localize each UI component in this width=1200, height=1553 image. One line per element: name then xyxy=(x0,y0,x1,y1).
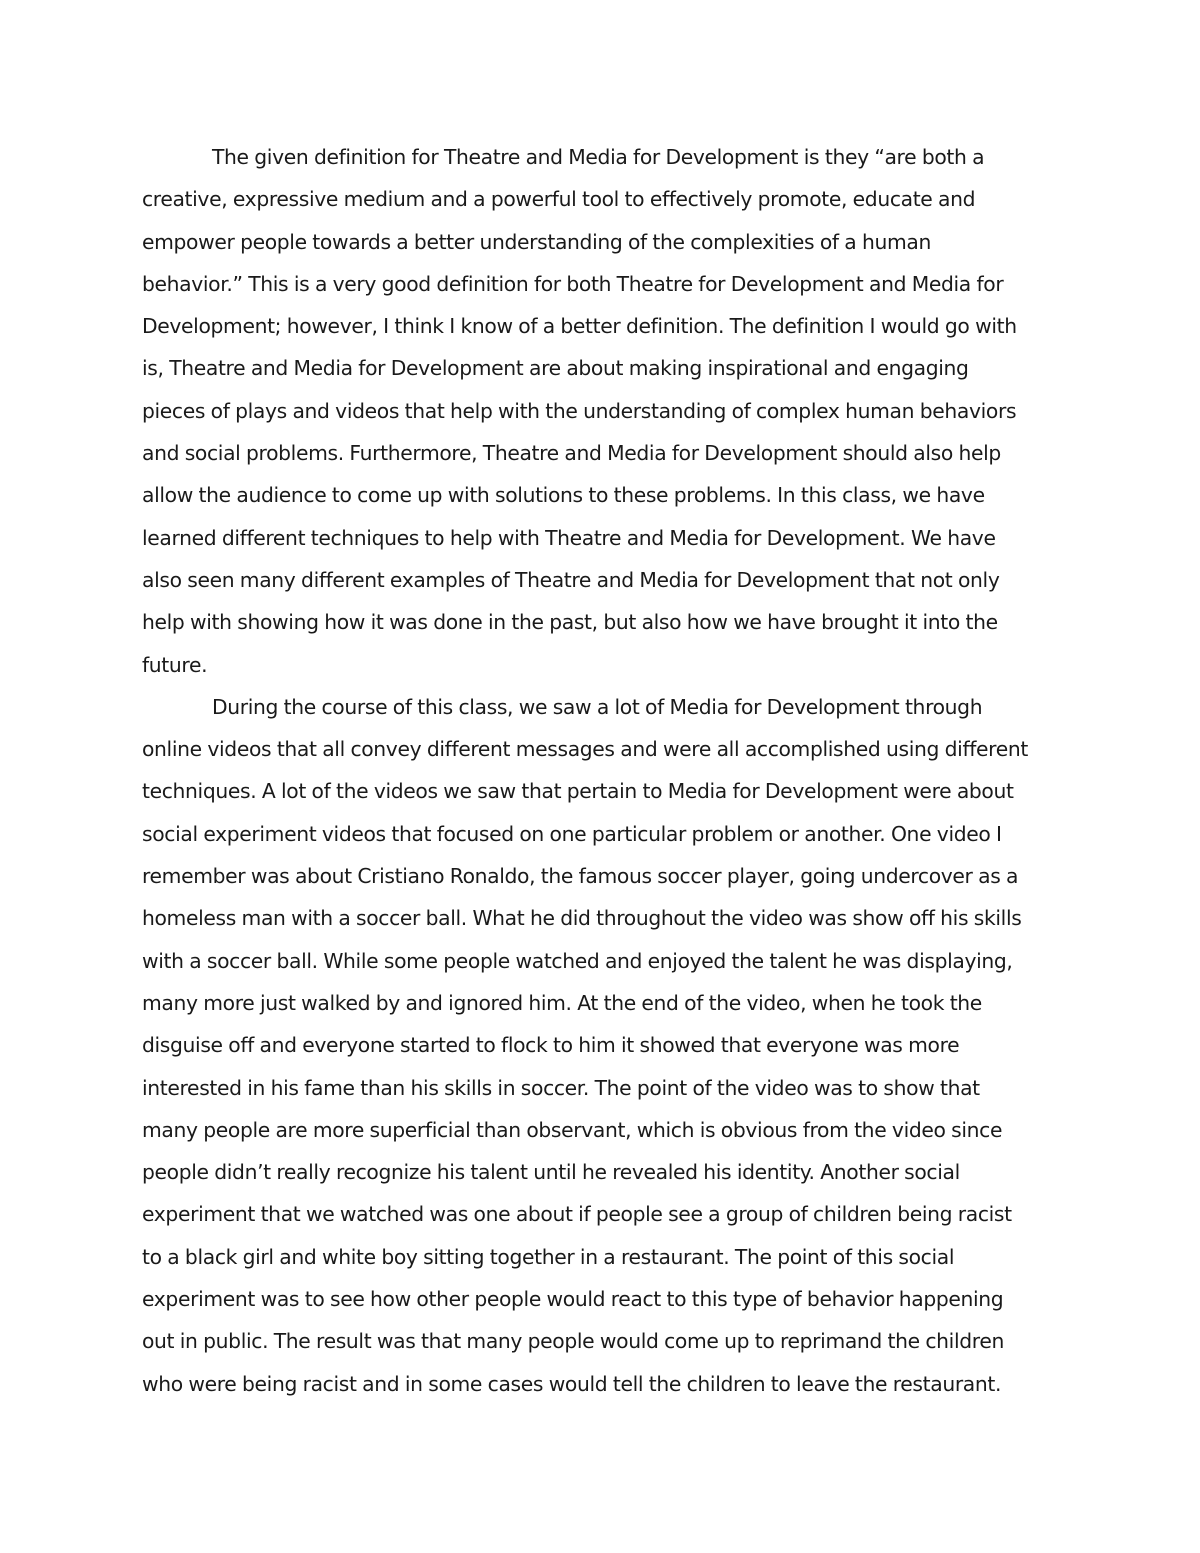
text-line: pieces of plays and videos that help with the understanding of complex human behaviors xyxy=(142,398,1017,423)
text-line: creative, expressive medium and a powerful tool to effectively promote, educate and xyxy=(142,187,976,212)
paragraph xyxy=(142,686,1062,1405)
text-line: homeless man with a soccer ball. What he did throughout the video was show off his skills xyxy=(142,906,1022,931)
text-line: many people are more superficial than observant, which is obvious from the video since xyxy=(142,1117,1003,1142)
paragraph xyxy=(142,136,1062,686)
text-line: future. xyxy=(142,652,208,677)
text-line: social experiment videos that focused on one particular problem or another. One video I xyxy=(142,821,1002,846)
text-line: Development; however, I think I know of a better definition. The definition I would go with xyxy=(142,314,1017,339)
text-line: and social problems. Furthermore, Theatre and Media for Development should also help xyxy=(142,441,1001,466)
text-line: with a soccer ball. While some people watched and enjoyed the talent he was displaying, xyxy=(142,948,1013,973)
text-line: to a black girl and white boy sitting together in a restaurant. The point of this social xyxy=(142,1244,955,1269)
text-line: online videos that all convey different messages and were all accomplished using different xyxy=(142,737,1028,762)
text-line: experiment was to see how other people would react to this type of behavior happening xyxy=(142,1287,1004,1312)
document-body xyxy=(142,136,1062,1405)
text-line: empower people towards a better understanding of the complexities of a human xyxy=(142,229,931,254)
text-line: who were being racist and in some cases would tell the children to leave the restaurant. xyxy=(142,1371,1002,1396)
text-line: many more just walked by and ignored him. At the end of the video, when he took the xyxy=(142,990,982,1015)
text-line: help with showing how it was done in the past, but also how we have brought it into the xyxy=(142,610,998,635)
text-line: remember was about Cristiano Ronaldo, the famous soccer player, going undercover as a xyxy=(142,864,1019,889)
text-line: The given definition for Theatre and Media for Development is they “are both a xyxy=(212,145,985,169)
text-line: techniques. A lot of the videos we saw that pertain to Media for Development were about xyxy=(142,779,1014,804)
text-line: experiment that we watched was one about if people see a group of children being racist xyxy=(142,1202,1012,1227)
text-line: During the course of this class, we saw a lot of Media for Development through xyxy=(212,694,983,719)
text-line: behavior.” This is a very good definition for both Theatre for Development and Media for xyxy=(142,271,1004,296)
text-line: allow the audience to come up with solutions to these problems. In this class, we have xyxy=(142,483,985,508)
text-line: also seen many different examples of Theatre and Media for Development that not only xyxy=(142,567,1000,592)
text-line: out in public. The result was that many people would come up to reprimand the children xyxy=(142,1329,1004,1354)
text-line: is, Theatre and Media for Development are about making inspirational and engaging xyxy=(142,356,969,381)
text-line: people didn’t really recognize his talent until he revealed his identity. Another social xyxy=(142,1160,960,1185)
text-line: disguise off and everyone started to flock to him it showed that everyone was more xyxy=(142,1033,960,1058)
text-line: interested in his fame than his skills in soccer. The point of the video was to show that xyxy=(142,1075,980,1100)
text-line: learned different techniques to help with Theatre and Media for Development. We have xyxy=(142,525,996,550)
